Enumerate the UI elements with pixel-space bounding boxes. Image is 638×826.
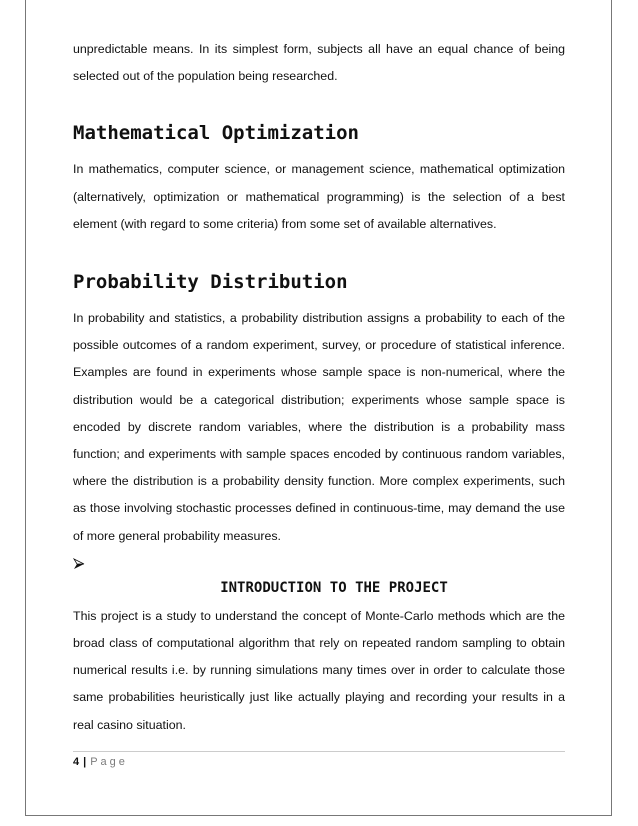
footer-separator: | [83, 756, 87, 768]
page-content [73, 36, 565, 739]
page-label: Page [90, 756, 128, 768]
footer-divider [73, 751, 565, 752]
page-footer [73, 756, 128, 768]
empty-bullet-item [73, 550, 565, 580]
section-paragraph-probability: In probability and statistics, a probability distribution assigns a probability to each of the possible outcomes of a random experiment, survey, or procedure of statistical inference. Examples are found in experiments whose sample space is non-numerical, where the distribution would be a categorical distribution; experiments whose sample space is encoded by discrete random variables, where the distribution is a probability mass function; and experiments with sample spaces encoded by continuous random variables, where the distribution is a probability density function. More complex experiments, such as those involving stochastic processes defined in continuous-time, may demand the use of more general probability measures. [73, 311, 565, 543]
project-heading: INTRODUCTION TO THE PROJECT [220, 579, 448, 596]
page-number: 4 [73, 756, 80, 768]
project-paragraph: This project is a study to understand the concept of Monte-Carlo methods which are the broad class of computational algorithm that rely on repeated random sampling to obtain numerical results i.e. by running simulations many times over in order to calculate those same probabilities heuristically just like actually playing and recording your results in a real casino situation. [73, 608, 565, 732]
arrow-bullet-icon [73, 558, 85, 570]
intro-paragraph: unpredictable means. In its simplest form, subjects all have an equal chance of being selected out of the population being researched. [73, 42, 565, 84]
section-paragraph-optimization: In mathematics, computer science, or management science, mathematical optimization (alternatively, optimization or mathematical programming) is the selection of a best element (with regard to some criteria) from some set of available alternatives. [73, 162, 565, 231]
section-heading-probability: Probability Distribution [73, 271, 348, 294]
section-heading-optimization: Mathematical Optimization [73, 122, 359, 145]
